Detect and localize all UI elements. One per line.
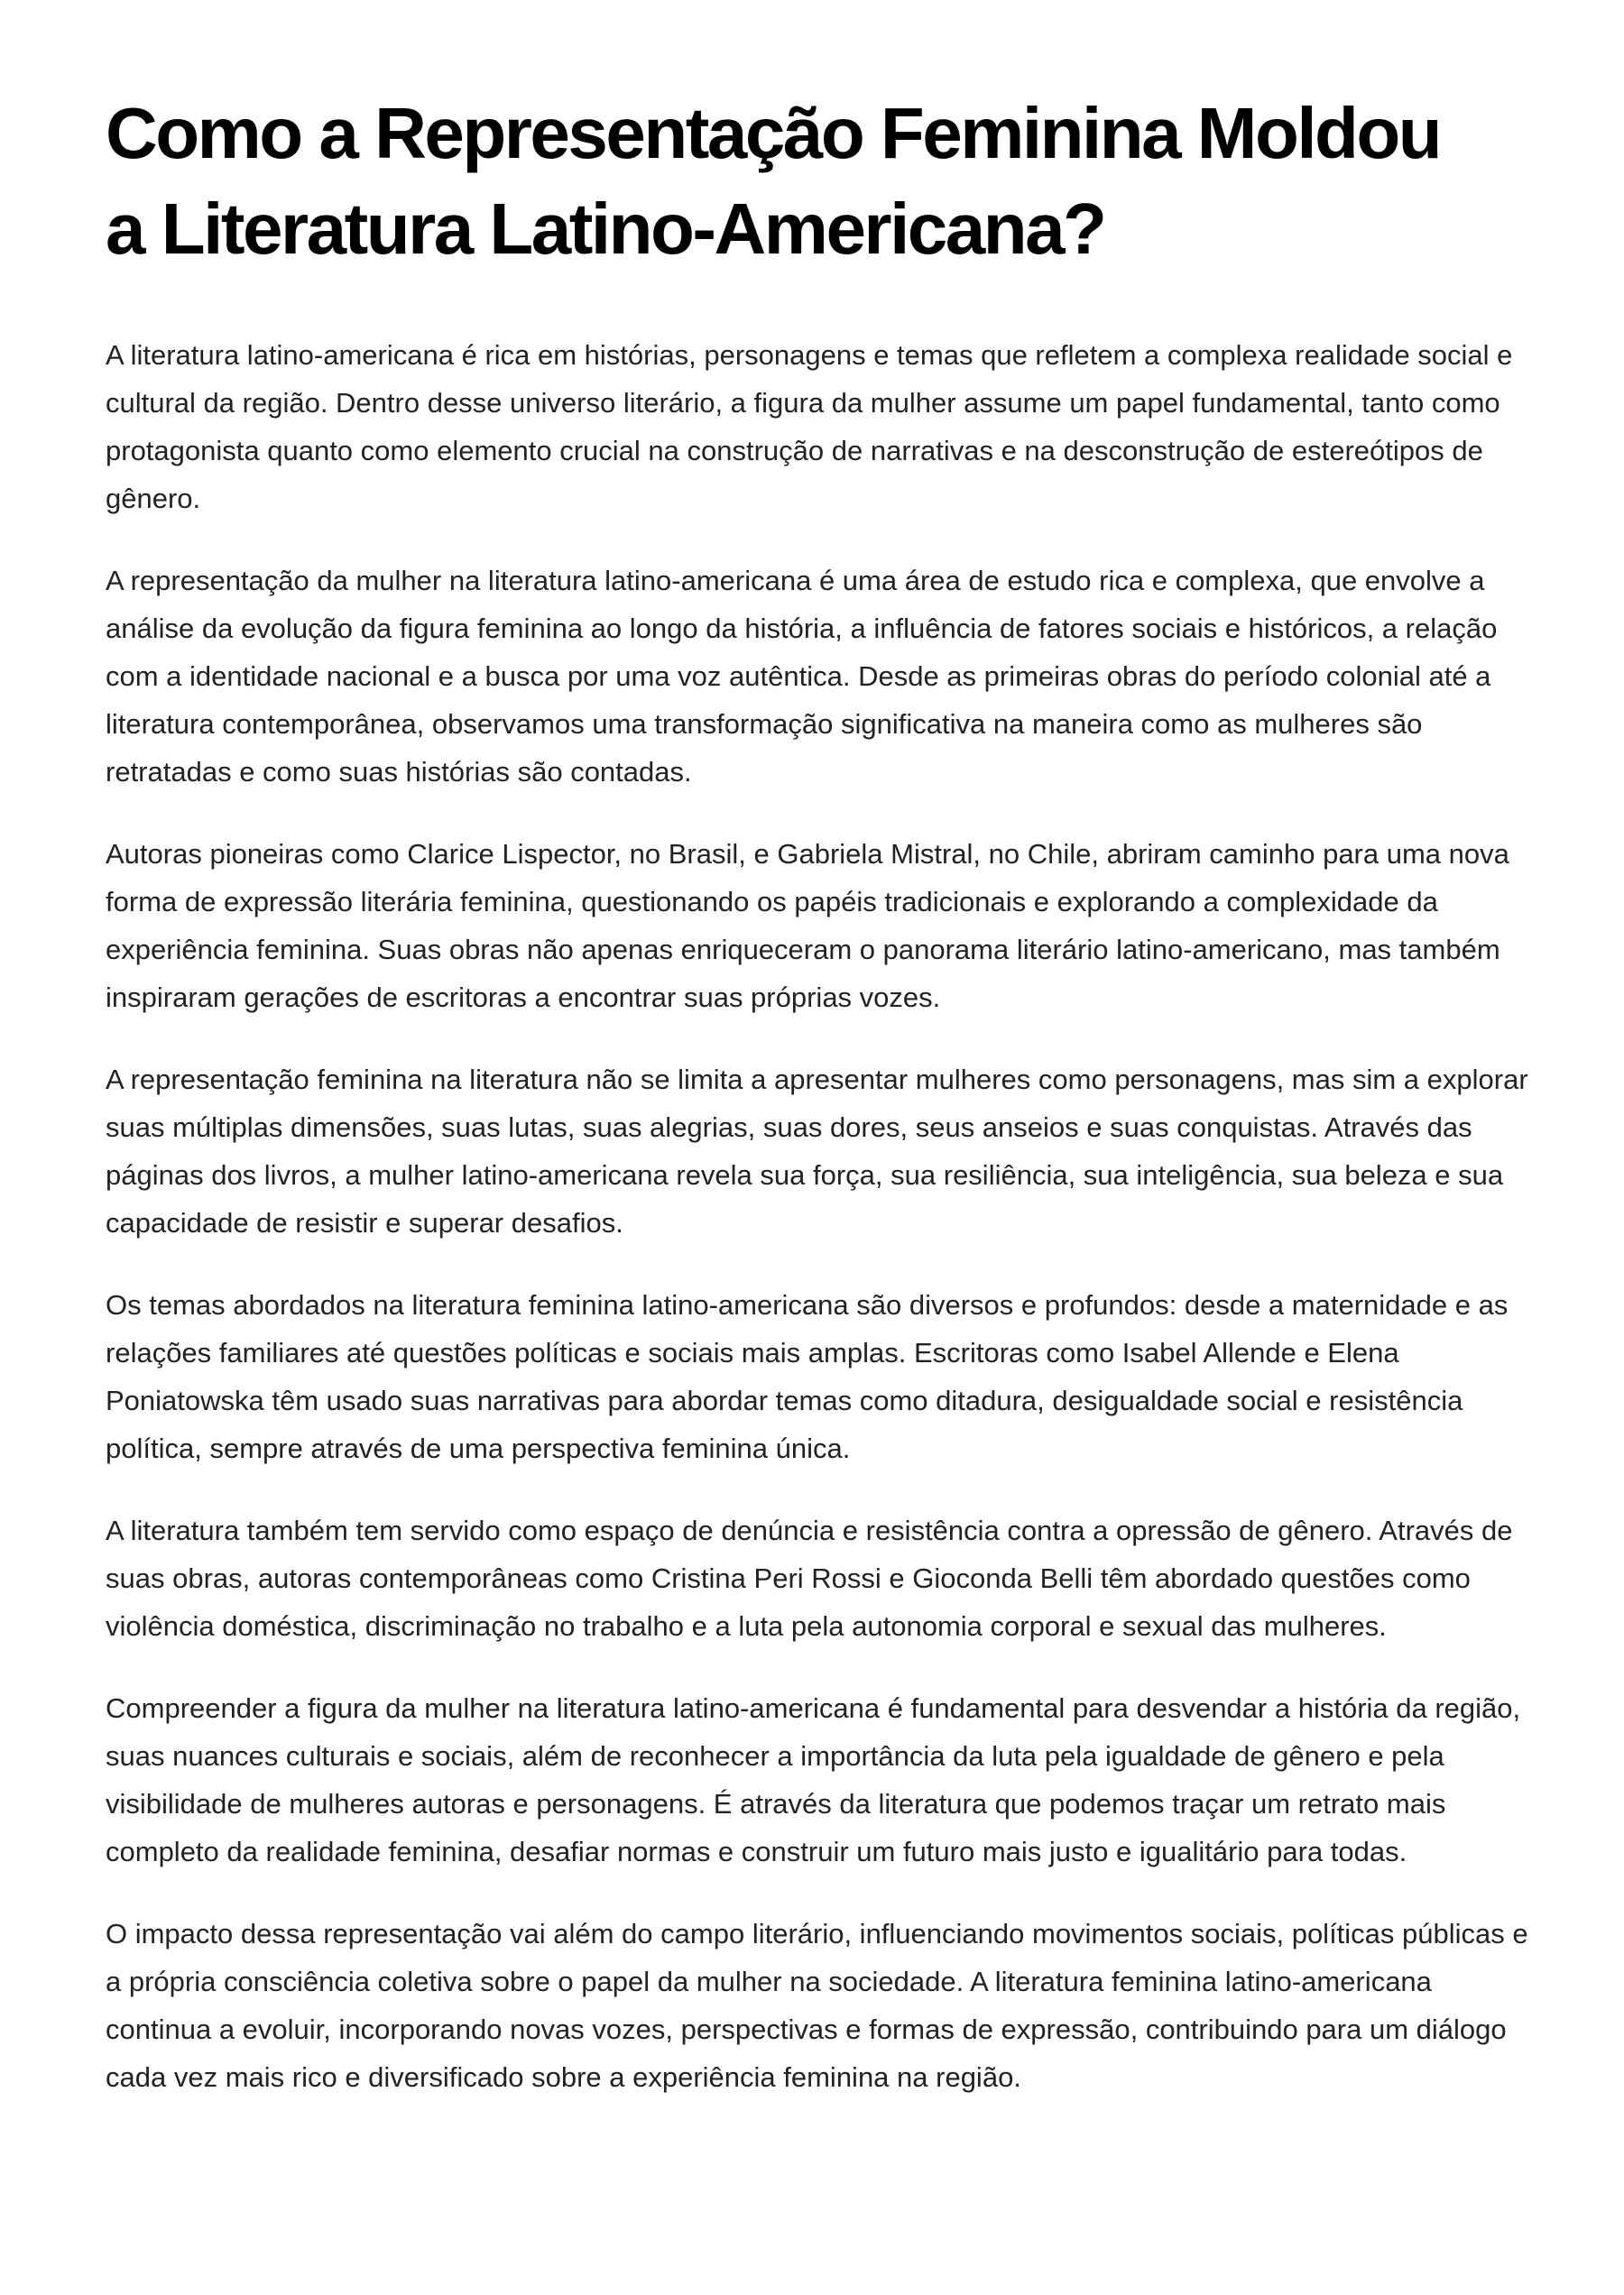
article-body <box>106 331 1531 2101</box>
page-title-line-2: a Literatura Latino-Americana? <box>106 189 1105 269</box>
paragraph-7: Compreender a figura da mulher na literatura latino-americana é fundamental para desvendar a história da região, suas nuances culturais e sociais, além de reconhecer a importância da luta pela igualdade de gênero e pela visibilidade de mulheres autoras e personagens. É através da literatura que podemos traçar um retrato mais completo da realidade feminina, desafiar normas e construir um futuro mais justo e igualitário para todas. <box>106 1692 1521 1867</box>
article <box>106 86 1531 2135</box>
page-title-line-1: Como a Representação Feminina Moldou <box>106 93 1441 173</box>
page-title <box>106 86 1531 277</box>
paragraph-6: A literatura também tem servido como espaço de denúncia e resistência contra a opressão de gênero. Através de suas obras, autoras contemporâneas como Cristina Peri Rossi e Gioconda Belli têm abordado questões como violência doméstica, discriminação no trabalho e a luta pela autonomia corporal e sexual das mulheres. <box>106 1515 1513 1642</box>
paragraph-3: Autoras pioneiras como Clarice Lispector, no Brasil, e Gabriela Mistral, no Chile, abriram caminho para uma nova forma de expressão literária feminina, questionando os papéis tradicionais e explorando a complexidade da experiência feminina. Suas obras não apenas enriqueceram o panorama literário latino-americano, mas também inspiraram gerações de escritoras a encontrar suas próprias vozes. <box>106 838 1509 1013</box>
paragraph-4: A representação feminina na literatura não se limita a apresentar mulheres como personagens, mas sim a explorar suas múltiplas dimensões, suas lutas, suas alegrias, suas dores, seus anseios e suas conquistas. Através das páginas dos livros, a mulher latino-americana revela sua força, sua resiliência, sua inteligência, sua beleza e sua capacidade de resistir e superar desafios. <box>106 1064 1528 1239</box>
paragraph-1: A literatura latino-americana é rica em histórias, personagens e temas que refletem a complexa realidade social e cultural da região. Dentro desse universo literário, a figura da mulher assume um papel fundamental, tanto como protagonista quanto como elemento crucial na construção de narrativas e na desconstrução de estereótipos de gênero. <box>106 339 1513 514</box>
paragraph-8: O impacto dessa representação vai além do campo literário, influenciando movimentos sociais, políticas públicas e a própria consciência coletiva sobre o papel da mulher na sociedade. A literatura feminina latino-americana continua a evoluir, incorporando novas vozes, perspectivas e formas de expressão, contribuindo para um diálogo cada vez mais rico e diversificado sobre a experiência feminina na região. <box>106 1918 1528 2093</box>
paragraph-5: Os temas abordados na literatura feminina latino-americana são diversos e profundos: desde a maternidade e as relações familiares até questões políticas e sociais mais amplas. Escritoras como Isabel Allende e Elena Poniatowska têm usado suas narrativas para abordar temas como ditadura, desigualdade social e resistência política, sempre através de uma perspectiva feminina única. <box>106 1289 1509 1464</box>
paragraph-2: A representação da mulher na literatura latino-americana é uma área de estudo rica e complexa, que envolve a análise da evolução da figura feminina ao longo da história, a influência de fatores sociais e históricos, a relação com a identidade nacional e a busca por uma voz autêntica. Desde as primeiras obras do período colonial até a literatura contemporânea, observamos uma transformação significativa na maneira como as mulheres são retratadas e como suas histórias são contadas. <box>106 565 1498 788</box>
